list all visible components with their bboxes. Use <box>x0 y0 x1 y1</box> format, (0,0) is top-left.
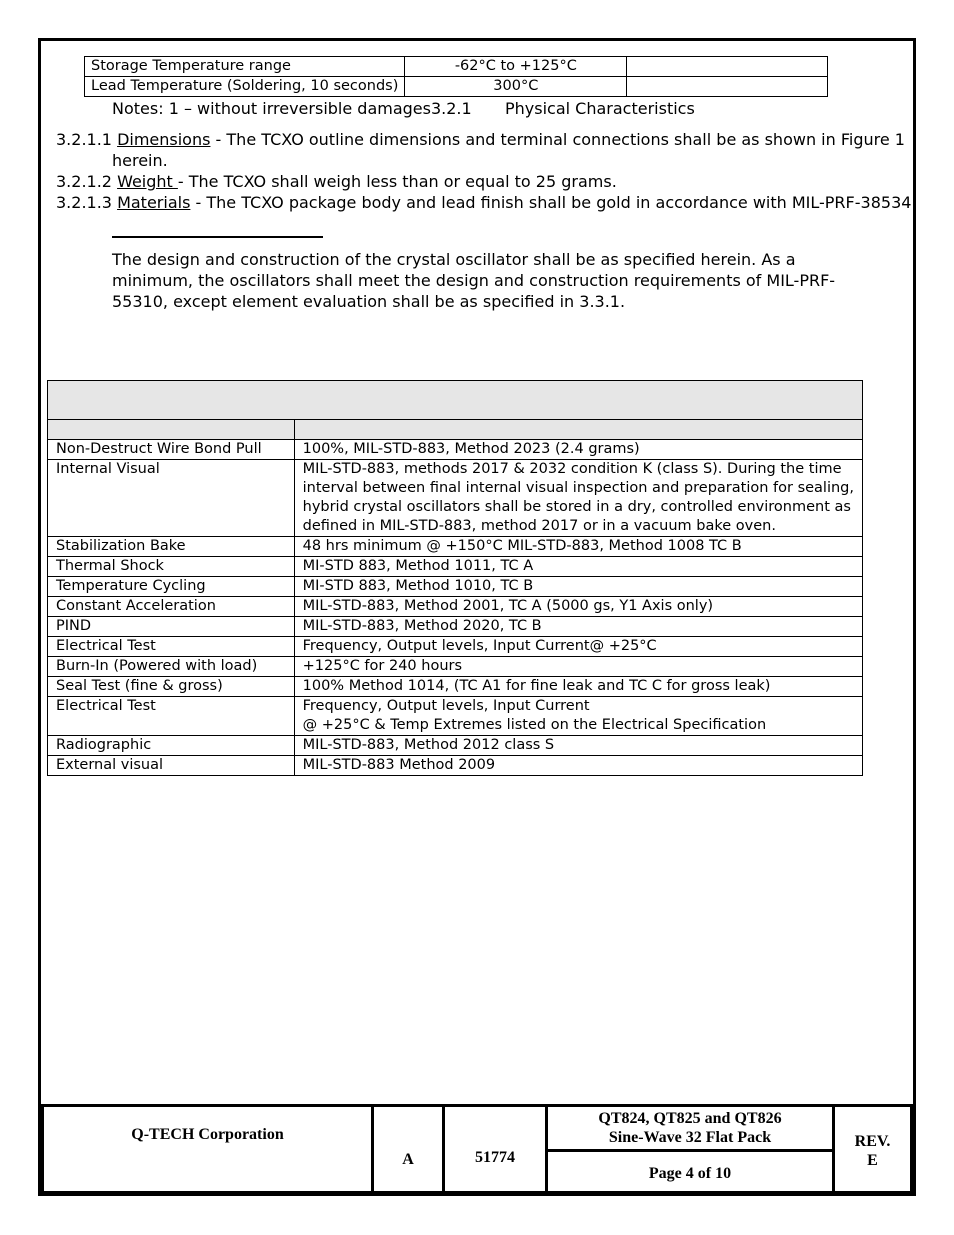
item-text: - The TCXO shall weigh less than or equal to 25 grams. <box>177 172 617 191</box>
item-weight <box>56 171 617 192</box>
test-name-cell: Seal Test (fine & gross) <box>48 677 295 697</box>
company-cell <box>41 1104 374 1194</box>
table-row <box>48 756 863 776</box>
value-cell: 300°C <box>405 77 627 97</box>
item-number: 3.2.1.3 <box>56 193 118 212</box>
revision-value: E <box>867 1152 878 1169</box>
method-line: MIL-STD-883, Method 2020, TC B <box>302 618 542 634</box>
table-row <box>48 657 863 677</box>
method-line: hybrid crystal oscillators shall be stored in a dry, controlled environment as <box>302 499 851 515</box>
doc-title-line2: Sine-Wave 32 Flat Pack <box>608 1129 772 1146</box>
section-number: 3.2.1 <box>430 99 472 118</box>
test-name-cell: External visual <box>48 756 295 776</box>
item-dimensions <box>56 129 905 150</box>
test-name-cell: Burn-In (Powered with load) <box>48 657 295 677</box>
method-line: 48 hrs minimum @ +150°C MIL-STD-883, Method 1008 TC B <box>302 538 742 554</box>
method-line: interval between final internal visual inspection and preparation for sealing, <box>302 480 854 496</box>
method-line: MI-STD 883, Method 1010, TC B <box>302 578 534 594</box>
method-line: defined in MIL-STD-883, method 2017 or in a vacuum bake oven. <box>302 518 776 534</box>
code-cell <box>371 1104 445 1194</box>
test-name-cell: Internal Visual <box>48 460 295 537</box>
test-method-cell <box>294 697 862 736</box>
test-method-cell <box>294 597 862 617</box>
page-number: Page 4 of 10 <box>648 1165 732 1182</box>
table-subheader-cell <box>294 420 862 440</box>
method-line: MIL-STD-883 Method 2009 <box>302 757 496 773</box>
table-row <box>85 77 828 97</box>
note-text: Notes: 1 – without irreversible damages <box>112 99 431 118</box>
test-name-cell: Electrical Test <box>48 697 295 736</box>
item-materials <box>56 192 917 213</box>
table-header-cell <box>48 381 863 420</box>
test-name-cell: Temperature Cycling <box>48 577 295 597</box>
design-paragraph: The design and construction of the crystal oscillator shall be as specified herein. As a minimum, the oscillators shall meet the design and construction requirements of MIL-PRF-55310, except element evaluation shall be as specified in 3.3.1. <box>112 250 836 311</box>
parameter-cell: Storage Temperature range <box>85 57 405 77</box>
item-term: Materials <box>117 193 191 212</box>
heading-underline <box>112 236 323 238</box>
table-row <box>48 537 863 557</box>
revision-label: REV. <box>854 1133 891 1150</box>
method-line: MIL-STD-883, Method 2012 class S <box>302 737 555 753</box>
test-name-cell: Thermal Shock <box>48 557 295 577</box>
value-cell: -62°C to +125°C <box>405 57 627 77</box>
code-letter: A <box>402 1150 414 1168</box>
method-line: MIL-STD-883, Method 2001, TC A (5000 gs, Y1 Axis only) <box>302 598 714 614</box>
temperature-table <box>84 56 828 97</box>
table-row <box>48 557 863 577</box>
item-text: - The TCXO package body and lead finish shall be gold in accordance with MIL-PRF-38534. <box>190 193 917 212</box>
table-row <box>48 597 863 617</box>
section-title: Physical Characteristics <box>505 99 695 118</box>
method-line: 100% Method 1014, (TC A1 for fine leak and TC C for gross leak) <box>302 678 771 694</box>
doc-number: 51774 <box>475 1148 515 1166</box>
method-line: @ +25°C & Temp Extremes listed on the Electrical Specification <box>302 717 767 733</box>
table-subheader-cell <box>48 420 295 440</box>
extra-cell <box>627 57 828 77</box>
item-number: 3.2.1.2 <box>56 172 118 191</box>
item-text: - The TCXO outline dimensions and terminal connections shall be as shown in Figure 1 <box>210 130 905 149</box>
method-line: MI-STD 883, Method 1011, TC A <box>302 558 534 574</box>
company-name: Q-TECH Corporation <box>131 1126 284 1143</box>
test-method-cell <box>294 617 862 637</box>
notes-line <box>112 98 472 119</box>
item-number: 3.2.1.1 <box>56 130 118 149</box>
item-term: Dimensions <box>117 130 211 149</box>
table-row <box>48 736 863 756</box>
method-line: 100%, MIL-STD-883, Method 2023 (2.4 grams) <box>302 441 640 457</box>
extra-cell <box>627 77 828 97</box>
test-method-cell <box>294 677 862 697</box>
test-method-cell <box>294 657 862 677</box>
test-name-cell: Non-Destruct Wire Bond Pull <box>48 440 295 460</box>
table-row <box>48 577 863 597</box>
method-line: Frequency, Output levels, Input Current@ +25°C <box>302 638 657 654</box>
page-cell <box>545 1149 835 1194</box>
doc-title-line1: QT824, QT825 and QT826 <box>598 1110 782 1127</box>
title-block <box>41 1104 913 1194</box>
table-row <box>48 637 863 657</box>
table-row <box>48 460 863 537</box>
method-line: +125°C for 240 hours <box>302 658 463 674</box>
test-name-cell: Stabilization Bake <box>48 537 295 557</box>
test-name-cell: PIND <box>48 617 295 637</box>
method-line: Frequency, Output levels, Input Current <box>302 698 590 714</box>
table-row <box>48 440 863 460</box>
table-row <box>48 677 863 697</box>
test-method-cell <box>294 440 862 460</box>
doc-number-cell <box>442 1104 548 1194</box>
method-line: MIL-STD-883, methods 2017 & 2032 condition K (class S). During the time <box>302 461 842 477</box>
test-name-cell: Electrical Test <box>48 637 295 657</box>
test-method-cell <box>294 577 862 597</box>
test-method-cell <box>294 460 862 537</box>
test-name-cell: Radiographic <box>48 736 295 756</box>
table-row <box>48 617 863 637</box>
test-method-cell <box>294 736 862 756</box>
test-method-cell <box>294 557 862 577</box>
test-name-cell: Constant Acceleration <box>48 597 295 617</box>
table-header-row <box>48 381 863 420</box>
parameter-cell: Lead Temperature (Soldering, 10 seconds) <box>85 77 405 97</box>
item-term: Weight <box>117 172 178 191</box>
revision-cell <box>832 1104 913 1194</box>
table-subheader-row <box>48 420 863 440</box>
table-row <box>85 57 828 77</box>
test-method-cell <box>294 637 862 657</box>
table-row <box>48 697 863 736</box>
doc-title-cell <box>545 1104 835 1152</box>
item-dimensions-continuation: herein. <box>112 151 168 170</box>
test-method-cell <box>294 756 862 776</box>
screening-table <box>47 380 863 776</box>
test-method-cell <box>294 537 862 557</box>
